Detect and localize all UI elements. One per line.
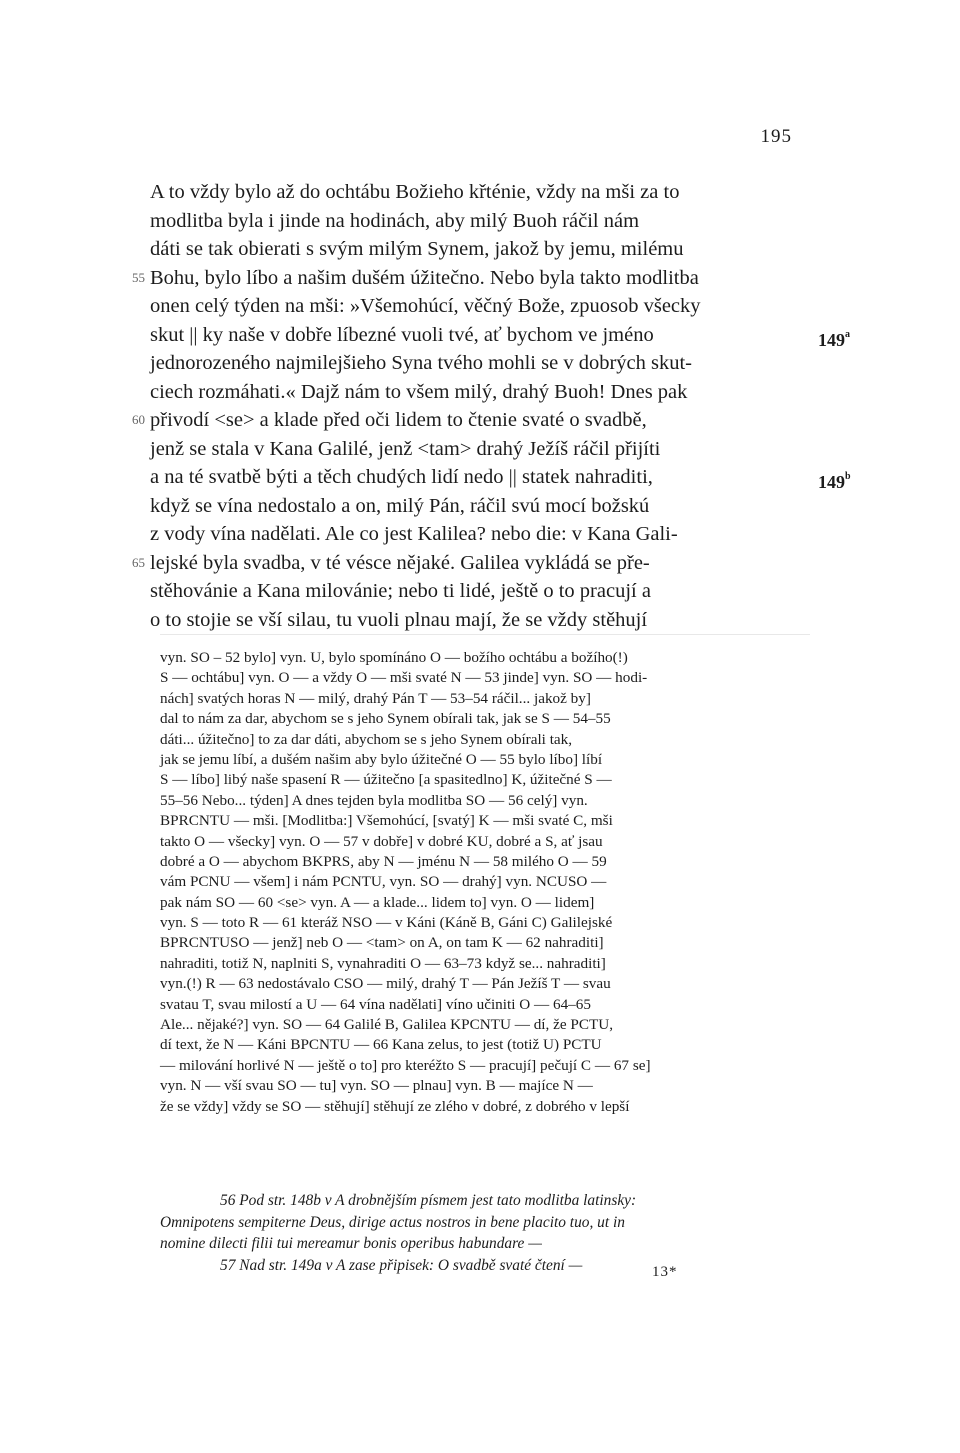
apparatus-line: takto O — všecky] vyn. O — 57 v dobře] v dobré KU, dobré a S, ať jsau <box>160 832 603 850</box>
line-number: 65 <box>132 554 145 570</box>
margin-folio-note: 149$^b$ <box>818 471 851 492</box>
line-text: ciech rozmáhati.« Dajž nám to všem milý, drahý Buoh! Dnes pak <box>150 380 688 403</box>
line-text: modlitba byla i jinde na hodinách, aby milý Buoh ráčil nám <box>150 209 640 232</box>
main-line <box>150 207 810 236</box>
line-text: stěhovánie a Kana milovánie; nebo ti lidé, ještě o to pracují a <box>150 580 651 602</box>
main-line <box>150 577 810 606</box>
margin-folio-note: 149$^a$ <box>818 328 850 350</box>
apparatus-line: dí text, že N — Káni BPCNTU — 66 Kana zelus, to jest (totiž U) PCTU <box>160 1036 602 1054</box>
main-line <box>150 349 810 378</box>
line-text: A to vždy bylo až do ochtábu Božieho křténie, vždy na mši za to <box>150 181 680 203</box>
apparatus-line: BPRCNTU — mši. [Modlitba:] Všemohúcí, [svatý] K — mši svaté C, mši <box>160 812 613 830</box>
line-text: a na té svatbě býti a těch chudých lidí nedo || statek nahraditi, <box>150 466 653 488</box>
main-line <box>132 549 810 578</box>
apparatus-line: S — ochtábu] vyn. O — a vždy O — mši svaté N — 53 jinde] vyn. SO — hodi- <box>160 669 648 687</box>
apparatus-line: Ale... nějaké?] vyn. SO — 64 Galilé B, Galilea KPCNTU — dí, že PCTU, <box>160 1016 614 1034</box>
main-line <box>132 264 810 293</box>
line-text: přivodí <se> a klade před oči lidem to čtenie svaté o svadbě, <box>150 409 647 431</box>
main-line <box>132 406 810 435</box>
main-line <box>150 178 810 207</box>
apparatus-line: 55–56 Nebo... týden] A dnes tejden byla modlitba SO — 56 celý] vyn. <box>160 791 588 809</box>
apparatus-line: dáti... úžitečno] to za dar dáti, abychom se s jeho Synem obírali tak, <box>160 730 573 748</box>
line-number: 60 <box>132 412 145 427</box>
apparatus-line: svatau T, svau milostí a U — 64 vína nadělati] víno učiniti O — 64–65 <box>160 995 591 1013</box>
footnote-line: 57 Nad str. 149a v A zase připisek: O svadbě svaté čtení — <box>220 1256 583 1274</box>
apparatus-line: — milování horlivé N — ještě o to] pro kteréžto S — pracují] pečují C — 67 se] <box>160 1056 651 1074</box>
line-text: když se vína nedostalo a on, milý Pán, ráčil svú mocí božskú <box>150 494 650 517</box>
apparatus-line: nách] svatých horas N — milý, drahý Pán T — 53–54 ráčil... jakož by] <box>160 689 591 707</box>
apparatus-line: vyn. S — toto R — 61 kteráž NSO — v Káni (Káně B, Gáni C) Galilejské <box>160 914 613 932</box>
apparatus-line: BPRCNTUSO — jenž] neb O — <tam> on A, on tam K — 62 nahraditi] <box>160 934 604 952</box>
apparatus-line: vyn.(!) R — 63 nedostávalo CSO — milý, drahý T — Pán Ježíš T — svau <box>160 975 611 993</box>
footnote-line: Omnipotens sempiterne Deus, dirige actus nostros in bene placito tuo, ut in <box>160 1213 625 1231</box>
main-line <box>150 606 810 635</box>
line-text: jednorozeného najmilejšieho Syna tvého mohli se v dobrých skut- <box>150 352 692 374</box>
line-text: skut || ky naše v dobře líbezné vuoli tvé, ať bychom ve jméno <box>150 323 654 346</box>
main-line <box>150 292 810 321</box>
footnotes-block <box>160 1190 810 1276</box>
line-text: o to stojie se vší silau, tu vuoli plnau mají, že se vždy stěhují <box>150 608 648 631</box>
line-number: 55 <box>132 269 145 285</box>
main-line <box>150 235 810 264</box>
main-line <box>150 321 850 350</box>
sheet-signature: 13* <box>652 1264 678 1280</box>
apparatus-line: dal to nám za dar, abychom se s jeho Synem obírali tak, jak se S — 54–55 <box>160 710 611 728</box>
apparatus-line: dobré a O — abychom BKPRS, aby N — jménu N — 58 milého O — 59 <box>160 852 607 870</box>
apparatus-line: nahraditi, totiž N, naplniti S, vynahraditi O — 63–73 když se... nahraditi] <box>160 954 606 972</box>
main-text-block <box>132 178 851 634</box>
line-text: jenž se stala v Kana Galilé, jenž <tam> drahý Ježíš ráčil přijíti <box>150 437 661 460</box>
line-text: dáti se tak obierati s svým milým Synem, jakož by jemu, milému <box>150 238 684 260</box>
main-line <box>150 435 810 464</box>
main-line <box>150 378 810 407</box>
apparatus-line: jak se jemu líbí, a dušém našim aby bylo úžitečné O — 55 bylo líbo] líbí <box>160 750 603 768</box>
apparatus-line: že se vždy] vždy se SO — stěhují] stěhují ze zlého v dobré, z dobrého v lepší <box>160 1097 630 1115</box>
page-number: 195 <box>760 126 792 147</box>
critical-apparatus <box>160 648 810 1117</box>
apparatus-line: S — líbo] libý naše spasení R — úžitečno [a spasitedlno] K, úžitečné S — <box>160 771 612 789</box>
apparatus-line: vám PCNU — všem] i nám PCNTU, vyn. SO — drahý] vyn. NCUSO — <box>160 873 607 891</box>
main-line <box>150 492 810 521</box>
apparatus-line: pak nám SO — 60 <se> vyn. A — a klade... lidem to] vyn. O — lidem] <box>160 893 595 911</box>
line-text: Bohu, bylo líbo a našim dušém úžitečno. Nebo byla takto modlitba <box>150 266 699 289</box>
main-line <box>150 463 851 492</box>
apparatus-divider <box>160 634 810 635</box>
apparatus-line: vyn. SO – 52 bylo] vyn. U, bylo spomínáno O — božího ochtábu a božího(!) <box>160 649 628 666</box>
line-text: onen celý týden na mši: »Všemohúcí, věčný Bože, zpuosob všecky <box>150 295 701 317</box>
main-line <box>150 520 810 549</box>
apparatus-line: vyn. N — vší svau SO — tu] vyn. SO — plnau] vyn. B — majíce N — <box>160 1077 593 1095</box>
footnote-line: nomine dilecti filii tui mereamur bonis operibus habundare — <box>160 1235 542 1252</box>
footnote-line: 56 Pod str. 148b v A drobnějším písmem jest tato modlitba latinsky: <box>220 1192 637 1209</box>
line-text: z vody vína nadělati. Ale co jest Kalilea? nebo die: v Kana Gali- <box>150 523 678 545</box>
line-text: lejské byla svadba, v té vésce nějaké. Galilea vykládá se pře- <box>150 551 650 574</box>
